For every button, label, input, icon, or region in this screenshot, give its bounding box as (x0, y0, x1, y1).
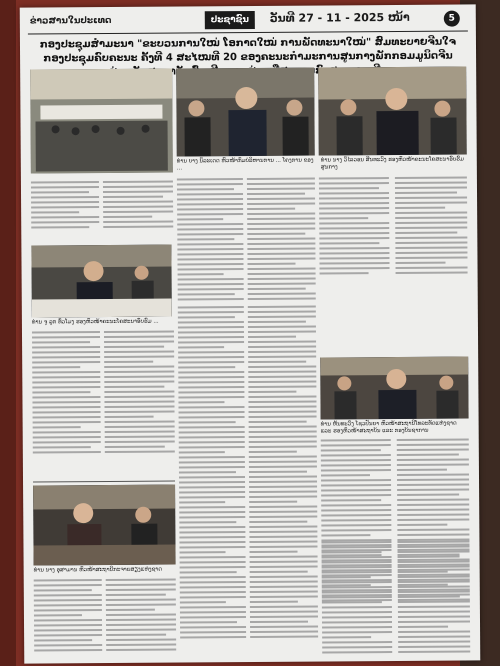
photo-caption-5: ທ່ານ ນາງ ອຸສາມານ ຫົວໜ້າສະຖານີກະຈາຍສຽງແຫ່ງຊາດ (33, 566, 162, 574)
photo-caption-4: ທ່ານ ຫັນທະວົງ ໂຊວປັນຍາ ຫົວໜ້າສະຖານີໂທລະທັດແຫ່ງຊາດ ແລະ ຮອງຫົວໜ້າສະຖາບັນ ແລະ ກອງບັນຊາການ (320, 420, 457, 435)
text-column-4c (321, 541, 392, 656)
photo-radio-director (33, 485, 176, 566)
text-column-4 (319, 177, 390, 277)
text-column-5c (397, 540, 470, 655)
masthead-rule (28, 30, 468, 34)
text-column-1e (34, 579, 103, 654)
photo-official-speech (31, 245, 171, 318)
newspaper-logo: ປະຊາຊົນ (205, 11, 255, 29)
text-column-1b (103, 181, 173, 231)
section-title: ຂ່າວສານໃນປະເທດ (29, 15, 112, 27)
issue-date: ວັນທີ 27 - 11 - 2025 ໜ້າ (269, 10, 410, 25)
text-column-1c (32, 331, 101, 456)
article-headline: ກອງປະຊຸມສຳມະນາ "ຂະບວນການໃໝ່ ໂອກາດໃໝ່ ການພັດທະນາໃໝ່" ສົມທະບາຍຈີນໃຈກອງປະຊຸມຄົບຄະນະ ຄັ້ງທີ 4 ສະໄໝທີ 20 ຂອງຄະນະກຳມະການສູນກາງພັກກອມມູນິດຈີນ (39, 36, 457, 65)
page-number: 5 (444, 11, 460, 27)
photo-caption-3: ທ່ານ ຈູ ລູກ ທົ່ວໂມງ ຮອງຫົວໜ້າຄະນະໂຄສະນາອົບຮົມ ... (31, 318, 159, 326)
text-column-5 (395, 176, 468, 277)
desk-surface-left (0, 0, 16, 666)
photo-caption-2: ທ່ານ ນາງ ວິໄລວອນ ສິນທະວົງ ຮອງຫົວໜ້າຄະນະໂຄສະນາອົບຮົມສູນກາງ (320, 156, 464, 171)
photo-speaker-center (176, 68, 315, 157)
photo-caption-1: ທ່ານ ບາງ ນິລະເດດ ຫົວໜ້າກົມບໍລິຫານການ ... ໂຄງການ ຂອງ ... (176, 157, 314, 172)
text-column-2 (177, 178, 244, 303)
photo-tv-director (320, 356, 468, 419)
section-divider (33, 481, 175, 483)
text-column-1f (106, 579, 177, 654)
text-column-3 (247, 178, 316, 303)
text-column-1a (31, 181, 99, 231)
photo-conference-hall (30, 69, 173, 174)
text-column-1d (104, 331, 175, 456)
photo-speaker-right (318, 66, 467, 155)
newspaper-page (20, 4, 481, 663)
text-column-3b (248, 306, 318, 641)
text-column-2b (178, 306, 246, 641)
